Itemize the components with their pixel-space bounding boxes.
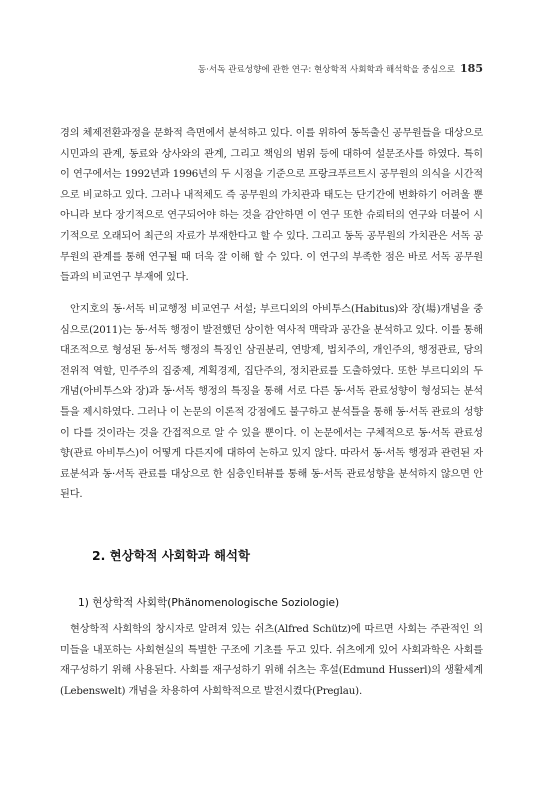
running-header xyxy=(0,62,483,75)
subsection-heading: 1) 현상학적 사회학(Phänomenologische Soziologie) xyxy=(78,597,340,609)
page-number: 185 xyxy=(460,62,483,75)
body-paragraph-3: 현상학적 사회학의 창시자로 알려져 있는 쉬츠(Alfred Schütz)에 따르면 사회는 주관적인 의미들을 내포하는 사회현실의 특별한 구조에 기초를 두고 있다. 쉬츠에게 있어 사회과학은 사회를 재구성하기 위해 사용된다. 사회를 재구성하기 위해 쉬츠는 후설(Edmund Husserl)의 생활세계(Lebenswelt) 개념을 차용하여 사회학적으로 발전시켰다(Preglau). xyxy=(60,624,483,697)
running-title: 동·서독 관료성향에 관한 연구: 현상학적 사회학과 해석학을 중심으로 xyxy=(197,65,456,75)
body-paragraph-1: 경의 체제전환과정을 문화적 측면에서 분석하고 있다. 이를 위하여 동독출신 공무원들을 대상으로 시민과의 관계, 동료와 상사와의 관계, 그리고 책임의 범위 등에 대하여 설문조사를 하였다. 특히 이 연구에서는 1992년과 1996년의 두 시점을 기준으로 프랑크푸르트시 공무원의 의식을 시간적으로 비교하고 있다. 그러나 내적체도 즉 공무원의 가치관과 태도는 단기간에 변화하기 어려울 뿐 아니라 보다 장기적으로 연구되어야 하는 것을 감안하면 이 연구 또한 슈뢰터의 연구와 더불어 시기적으로 오래되어 최근의 자료가 부재한다고 할 수 있다. 그리고 동독 공무원의 가치관은 서독 공무원의 관계를 통해 연구될 때 더욱 잘 이해 할 수 있다. 이 연구의 부족한 점은 바로 서독 공무원들과의 비교연구 부재에 있다. xyxy=(60,128,483,284)
section-heading: 2. 현상학적 사회학과 해석학 xyxy=(92,548,250,563)
body-paragraph-2: 안지호의 동·서독 비교행정 비교연구 서설; 부르디외의 아비투스(Habitus)와 장(場)개념을 중심으로(2011)는 동·서독 행정이 발전했던 상이한 역사적 맥락과 공간을 분석하고 있다. 이를 통해 대조적으로 형성된 동·서독 행정의 특징인 삼권분리, 연방제, 법치주의, 개인주의, 행정관료, 당의 전위적 역할, 민주주의 집중제, 계획경제, 집단주의, 정치관료를 도출하였다. 또한 부르디외의 두 개념(아비투스와 장)과 동·서독 행정의 특징을 통해 서로 다른 동·서독 관료성향이 형성되는 분석틀을 제시하였다. 그러나 이 논문의 이론적 강점에도 불구하고 분석틀을 통해 동·서독 관료의 성향이 다를 것이라는 것을 간접적으로 알 수 있을 뿐이다. 이 논문에서는 구체적으로 동·서독 관료성향(관료 아비투스)이 어떻게 다른지에 대하여 논하고 있지 않다. 따라서 동·서독 행정과 관련된 자료분석과 동·서독 관료를 대상으로 한 심층인터뷰를 통해 동·서독 관료성향을 분석하지 않으면 안 된다. xyxy=(60,304,483,501)
